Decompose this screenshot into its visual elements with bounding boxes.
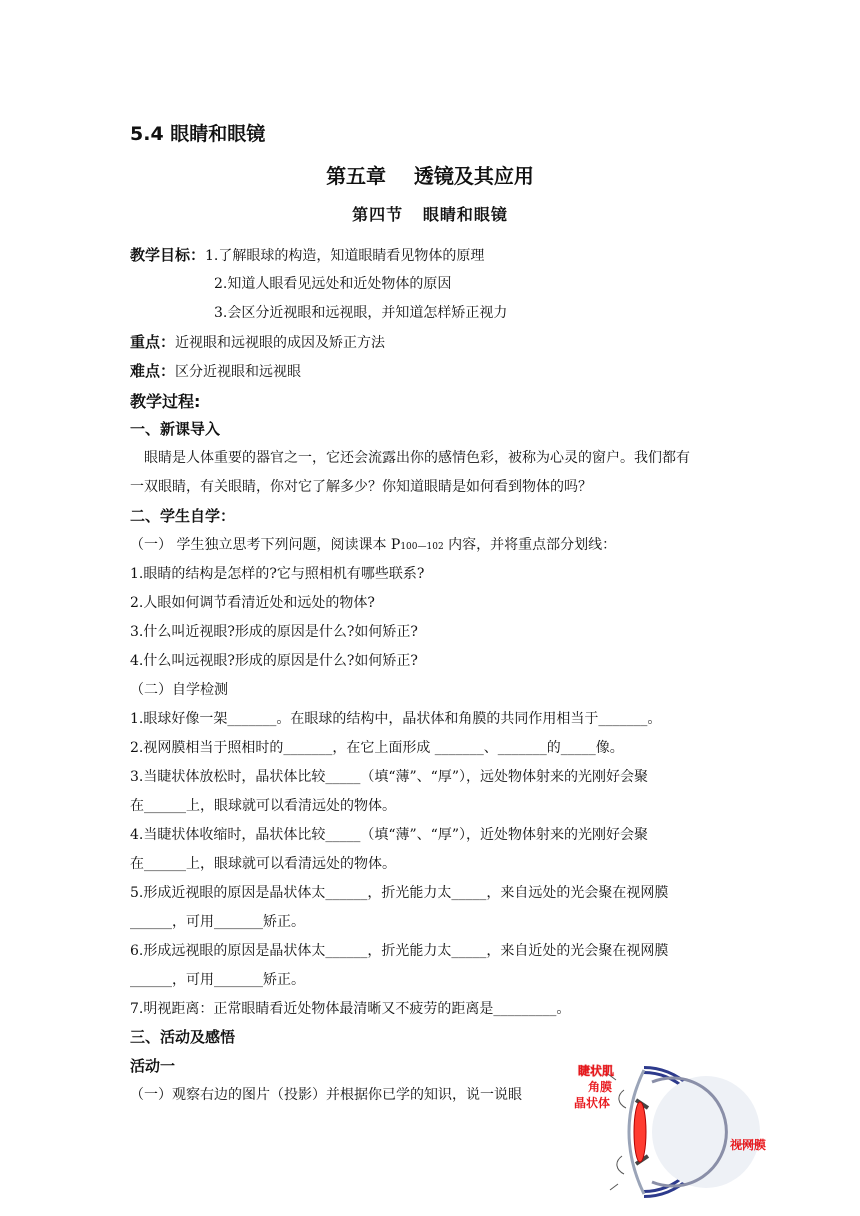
objective-text: 1.了解眼球的构造，知道眼睛看见物体的原理	[205, 248, 485, 264]
check-line-8: ______，可用_______矫正。	[130, 914, 305, 930]
objective-3: 3.会区分近视眼和远视眼，并知道怎样矫正视力	[214, 305, 508, 321]
objective-1	[130, 244, 484, 265]
eye-diagram	[566, 1060, 770, 1200]
question-intro-suffix: 内容，并将重点部分划线：	[443, 537, 617, 553]
check-line-9: 6.形成远视眼的原因是晶状体太______，折光能力太_____，来自近处的光会聚在视网膜	[130, 943, 669, 959]
check-line-4: 在______上，眼球就可以看清远处的物体。	[130, 798, 396, 814]
question-3: 3.什么叫近视眼?形成的原因是什么?如何矫正?	[130, 624, 418, 640]
check-line-7: 5.形成近视眼的原因是晶状体太______，折光能力太_____，来自远处的光会聚在视网膜	[130, 885, 669, 901]
objectives-label: 教学目标：	[130, 246, 206, 264]
difficulty-text: 区分近视眼和远视眼	[175, 364, 302, 380]
check-line-6: 在______上，眼球就可以看清远处的物体。	[130, 856, 396, 872]
activity-title: 活动一	[130, 1057, 176, 1075]
check-line-3: 3.当睫状体放松时，晶状体比较_____（填“薄”、“厚”），远处物体射来的光刚好会聚	[130, 769, 648, 785]
page-heading: 5.4 眼睛和眼镜	[130, 123, 266, 145]
label-retina: 视网膜	[730, 1138, 767, 1152]
check-line-5: 4.当睫状体收缩时，晶状体比较_____（填“薄”、“厚”），近处物体射来的光刚好会聚	[130, 827, 648, 843]
check-line-11: 7.明视距离：正常眼睛看近处物体最清晰又不疲劳的距离是_________。	[130, 1001, 571, 1017]
objective-2: 2.知道人眼看见远处和近处物体的原因	[214, 276, 452, 292]
intro-line-1: 眼睛是人体重要的器官之一，它还会流露出你的感情色彩，被称为心灵的窗户。我们都有	[144, 450, 690, 466]
key-point	[130, 331, 385, 352]
check-title: （二）自学检测	[130, 682, 228, 698]
check-line-10: ______，可用_______矫正。	[130, 972, 305, 988]
question-intro-prefix: （一） 学生独立思考下列问题，阅读课本 P	[130, 537, 401, 553]
chapter-title: 第五章 透镜及其应用	[326, 164, 534, 188]
difficulty	[130, 360, 301, 381]
difficulty-label: 难点：	[130, 362, 176, 380]
question-4: 4.什么叫远视眼?形成的原因是什么?如何矫正?	[130, 653, 418, 669]
question-intro	[130, 534, 616, 554]
part2-title: 二、学生自学：	[130, 507, 236, 525]
activity-line: （一）观察右边的图片（投影）并根据你已学的知识，说一说眼	[130, 1087, 522, 1103]
label-cornea: 角膜	[588, 1080, 613, 1094]
section-title: 第四节 眼睛和眼镜	[352, 205, 508, 224]
page-range: 100—102	[400, 542, 444, 552]
check-line-1: 1.眼球好像一架_______。在眼球的结构中，晶状体和角膜的共同作用相当于_______。	[130, 711, 662, 727]
question-2: 2.人眼如何调节看清近处和远处的物体?	[130, 595, 375, 611]
eyeball-interior	[652, 1076, 760, 1188]
process-label: 教学过程:	[130, 392, 201, 411]
part1-title: 一、新课导入	[130, 420, 221, 438]
key-point-text: 近视眼和远视眼的成因及矫正方法	[175, 335, 386, 351]
intro-line-2: 一双眼睛，有关眼睛，你对它了解多少？你知道眼睛是如何看到物体的吗？	[130, 479, 592, 495]
label-ciliary-muscle: 睫状肌	[578, 1064, 615, 1078]
part3-title: 三、活动及感悟	[130, 1028, 236, 1046]
question-1: 1.眼睛的结构是怎样的?它与照相机有哪些联系?	[130, 566, 425, 582]
key-point-label: 重点：	[130, 333, 176, 351]
check-line-2: 2.视网膜相当于照相时的_______，在它上面形成 _______、_______的_____像。	[130, 740, 624, 756]
label-lens: 晶状体	[574, 1096, 611, 1110]
lens-shape	[634, 1102, 646, 1162]
